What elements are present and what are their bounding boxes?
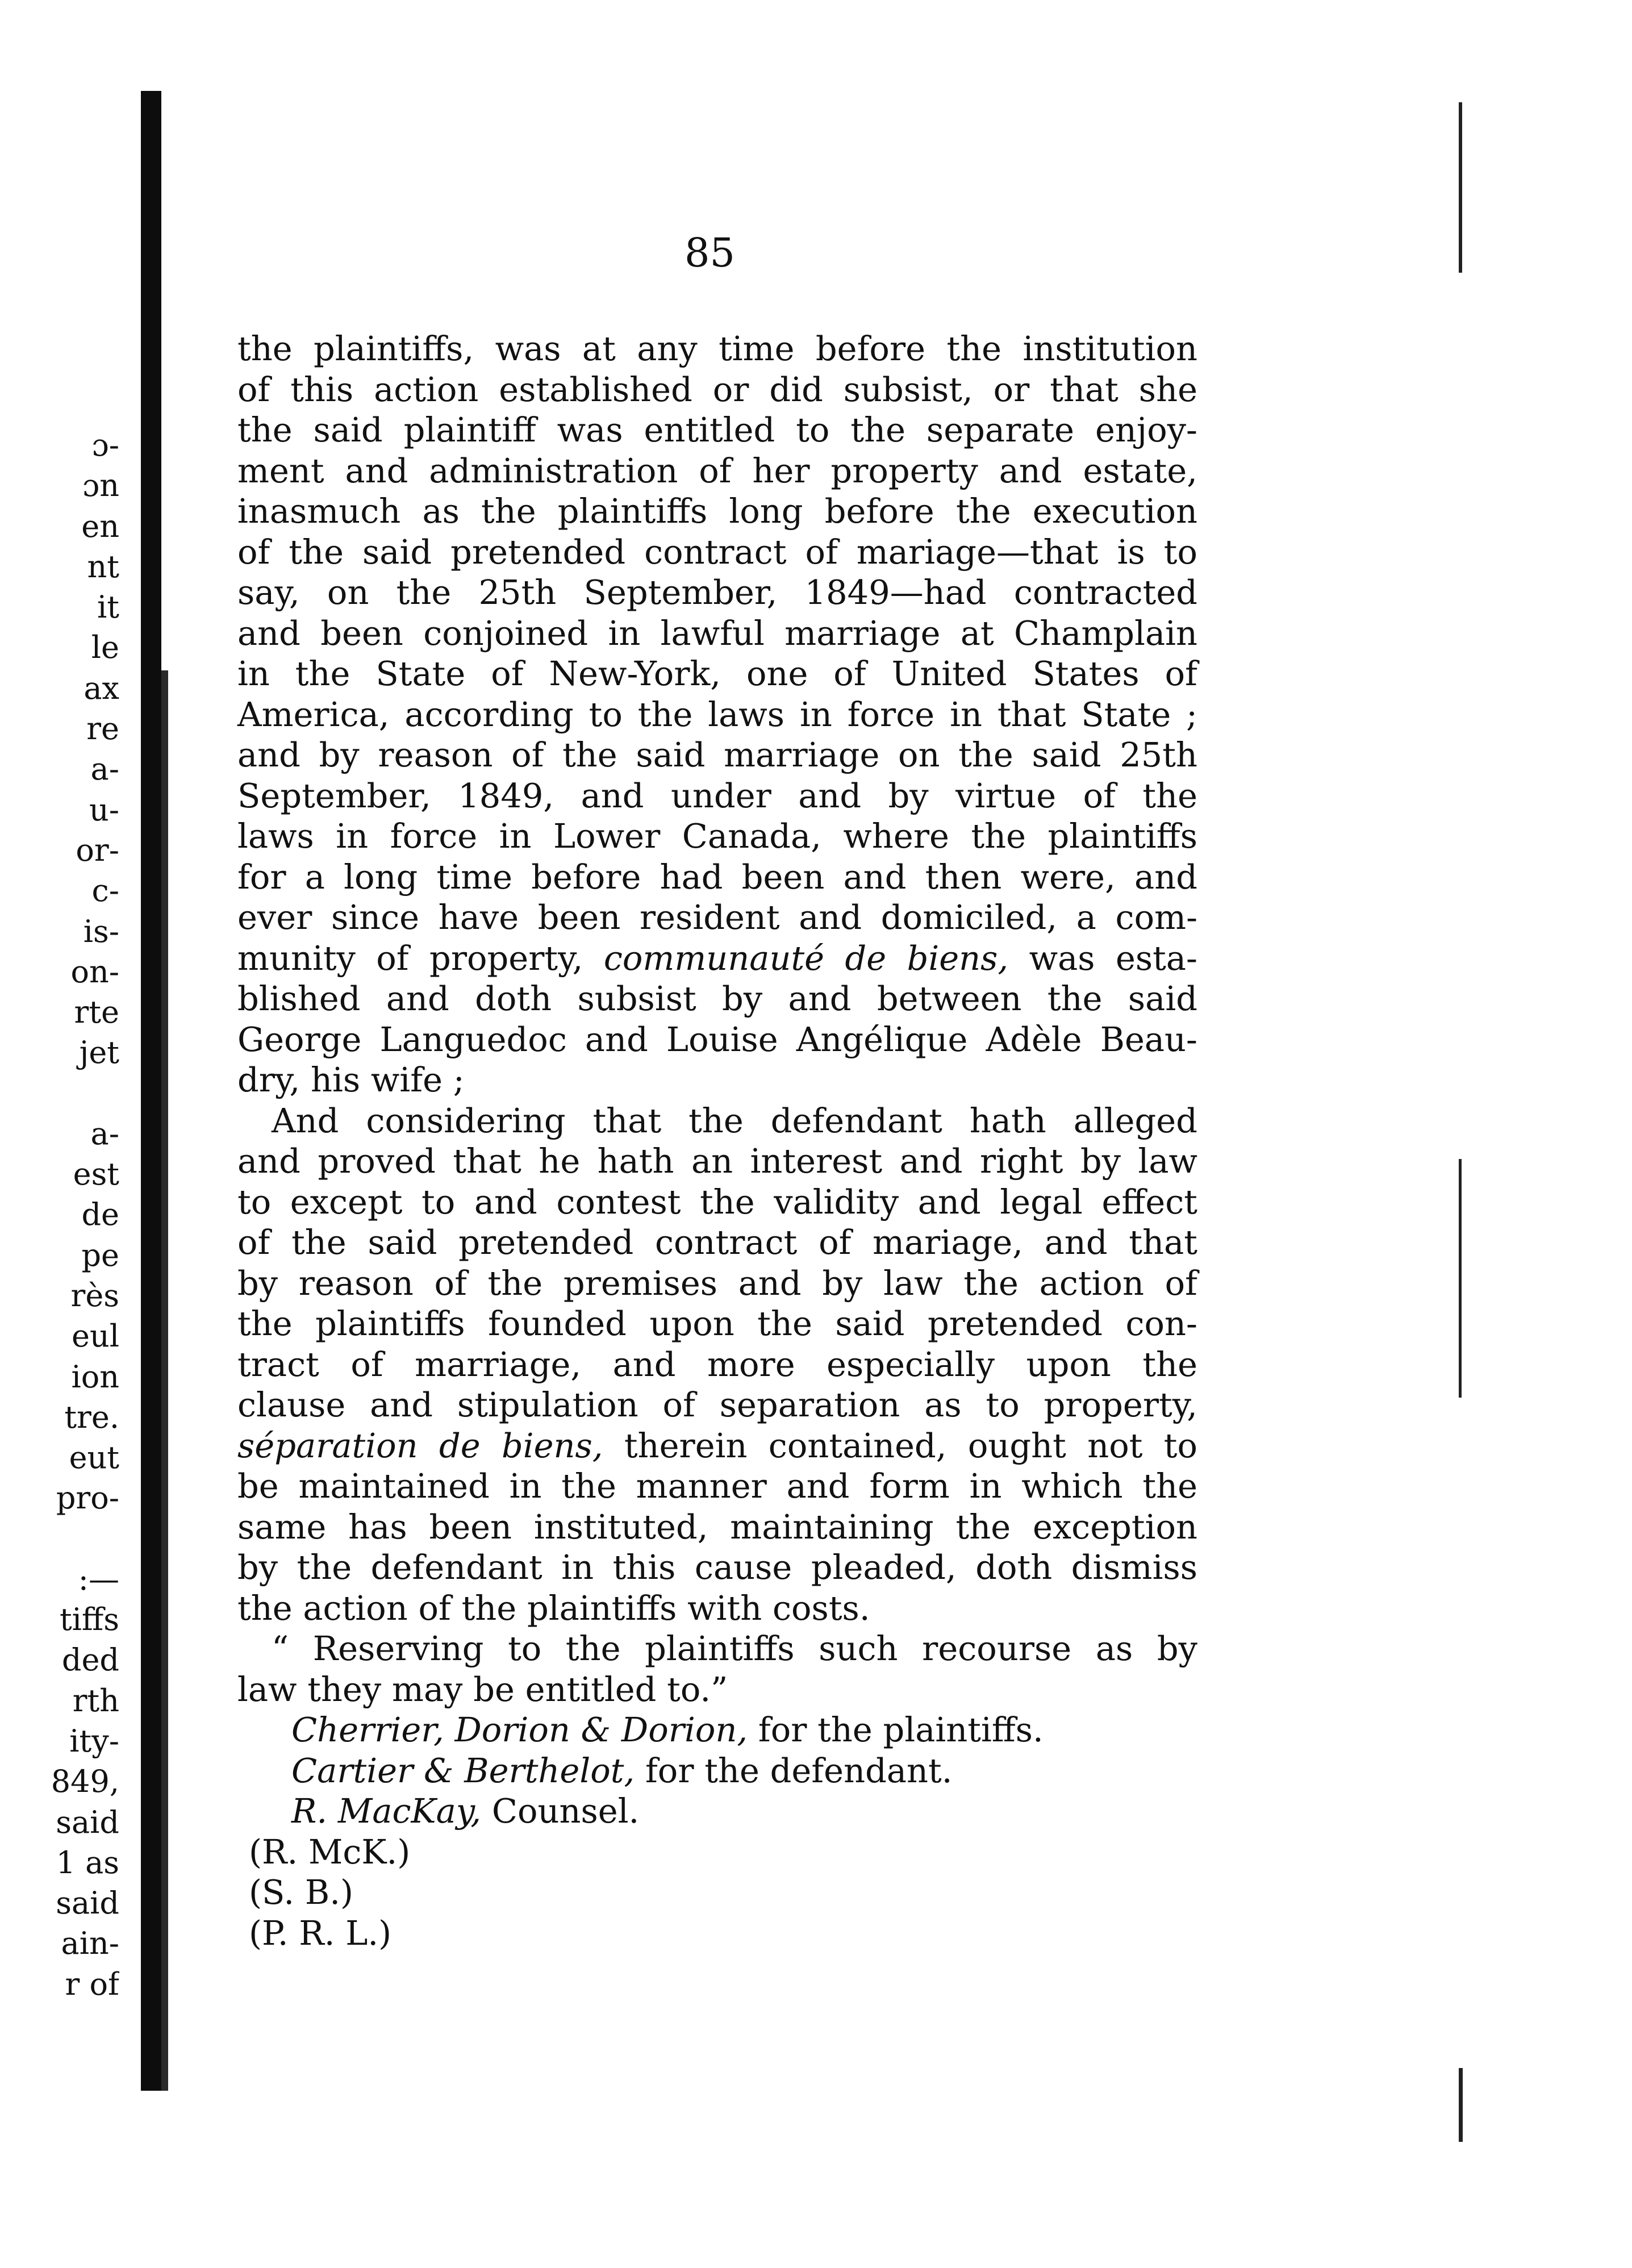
signature-names: Cartier & Berthelot,	[291, 1750, 635, 1790]
adjacent-page-fragments	[23, 425, 119, 2004]
fragment-line: ded	[61, 1642, 119, 1678]
text-line: the action of the plaintiffs with costs.	[237, 1588, 870, 1628]
fragment-line: nt	[87, 548, 119, 585]
body-text	[237, 328, 1197, 1953]
fragment-line: re	[86, 711, 119, 747]
text-line: the plaintiffs, was at any time before the institution	[237, 329, 1197, 368]
text-line: George Languedoc and Louise Angélique Adèle Beau-	[237, 1019, 1197, 1059]
fragment-line: or-	[76, 832, 119, 868]
italic-term: séparation de biens,	[237, 1425, 603, 1465]
fragment-line: jet	[79, 1035, 119, 1071]
fragment-line: 1 as	[56, 1844, 119, 1881]
fragment-line: rth	[72, 1682, 119, 1719]
fragment-line: est	[73, 1156, 119, 1193]
text-line: and been conjoined in lawful marriage at Champlain	[237, 613, 1197, 653]
text-line: of the said pretended contract of mariage—that is to	[237, 532, 1197, 572]
scan-edge-mark	[1459, 102, 1462, 273]
fragment-line: ain-	[61, 1925, 119, 1962]
text-line: law they may be entitled to.”	[237, 1669, 728, 1709]
judge-initials: (R. McK.)	[249, 1832, 411, 1871]
fragment-line: de	[81, 1196, 119, 1233]
fragment-line: ion	[71, 1358, 119, 1395]
fragment-line: :—	[78, 1561, 119, 1597]
signature-role: for the defendant.	[635, 1750, 953, 1790]
text-line: laws in force in Lower Canada, where the plaintiffs	[237, 816, 1197, 856]
text-line: the said plaintiff was entitled to the separate enjoy-	[237, 410, 1197, 449]
italic-term: communauté de biens,	[603, 938, 1009, 978]
text-segment: was esta-	[1008, 938, 1197, 978]
fragment-line: tre.	[64, 1399, 119, 1435]
text-line: say, on the 25th September, 1849—had contracted	[237, 573, 1197, 612]
text-line: in the State of New-York, one of United States of	[237, 654, 1197, 693]
text-line: by the defendant in this cause pleaded, doth dismiss	[237, 1548, 1197, 1587]
fragment-line: a-	[90, 1115, 119, 1152]
fragment-line: tiffs	[59, 1602, 119, 1638]
fragment-line: on-	[70, 953, 119, 990]
fragment-line: ax	[84, 670, 119, 706]
text-line: same has been instituted, maintaining the exception	[237, 1507, 1197, 1546]
text-line: America, according to the laws in force in that State ;	[237, 694, 1197, 734]
text-line: tract of marriage, and more especially upon the	[237, 1344, 1197, 1384]
signature-plaintiffs	[237, 1710, 1197, 1750]
fragment-line: 849,	[51, 1763, 119, 1800]
fragment-line: r of	[65, 1966, 119, 2002]
fragment-line: ity-	[69, 1723, 119, 1759]
text-line: the plaintiffs founded upon the said pretended con-	[237, 1304, 1197, 1343]
fragment-line: pe	[81, 1237, 119, 1273]
signature-role: for the plaintiffs.	[748, 1710, 1044, 1749]
text-line: “ Reserving to the plaintiffs such recourse as by	[272, 1629, 1197, 1668]
signature-names: Cherrier, Dorion & Dorion,	[291, 1710, 748, 1749]
fragment-line: a-	[90, 751, 119, 787]
page-number: 85	[684, 230, 736, 276]
binding-shadow	[141, 91, 161, 2091]
signature-defendant	[237, 1750, 1197, 1791]
text-line: and proved that he hath an interest and right by law	[237, 1141, 1197, 1181]
fragment-line: pro-	[56, 1480, 119, 1516]
text-line: to except to and contest the validity and legal effect	[237, 1182, 1197, 1221]
text-line: And considering that the defendant hath alleged	[272, 1100, 1197, 1140]
fragment-line: eut	[69, 1440, 119, 1476]
text-line: be maintained in the manner and form in which the	[237, 1466, 1197, 1506]
fragment-line: is-	[83, 913, 119, 949]
fragment-line: it	[97, 589, 119, 626]
text-line: of this action established or did subsist, or that she	[237, 369, 1197, 409]
text-line: for a long time before had been and then were, and	[237, 857, 1197, 897]
text-line: dry, his wife ;	[237, 1060, 465, 1099]
text-line: by reason of the premises and by law the action of	[237, 1263, 1197, 1303]
fragment-line: ɔ-	[91, 427, 119, 463]
judge-initials: (P. R. L.)	[249, 1913, 392, 1953]
signature-counsel	[237, 1791, 1197, 1832]
fragment-line: eul	[71, 1318, 119, 1354]
fragment-line: u-	[89, 791, 119, 828]
signature-names: R. MacKay,	[291, 1791, 482, 1831]
fragment-line: c-	[91, 873, 119, 909]
text-line: blished and doth subsist by and between the said	[237, 979, 1197, 1018]
text-line: inasmuch as the plaintiffs long before the execution	[237, 491, 1197, 531]
text-line: clause and stipulation of separation as to property,	[237, 1385, 1197, 1424]
scan-edge-mark	[1459, 1159, 1462, 1398]
text-line	[237, 1425, 1197, 1466]
fragment-line: rte	[74, 994, 119, 1031]
fragment-line: rès	[70, 1277, 119, 1314]
text-line: September, 1849, and under and by virtue of the	[237, 776, 1197, 815]
judge-initials: (S. B.)	[249, 1873, 353, 1912]
scan-edge-mark	[1459, 2068, 1463, 2142]
signature-role: Counsel.	[481, 1791, 640, 1831]
text-line	[237, 938, 1197, 979]
fragment-line: said	[56, 1804, 119, 1840]
text-segment: therein contained, ought not to	[603, 1425, 1197, 1465]
binding-shadow-inner	[161, 670, 168, 2091]
fragment-line: said	[56, 1885, 119, 1921]
text-line: ever since have been resident and domiciled, a com-	[237, 898, 1197, 937]
text-line: of the said pretended contract of mariage, and that	[237, 1223, 1197, 1262]
fragment-line: en	[81, 508, 119, 544]
text-segment: munity of property,	[237, 938, 604, 978]
text-line: and by reason of the said marriage on the said 25th	[237, 735, 1197, 774]
fragment-line: ɔn	[82, 468, 119, 504]
fragment-line: le	[91, 629, 119, 666]
text-line: ment and administration of her property and estate,	[237, 451, 1197, 490]
